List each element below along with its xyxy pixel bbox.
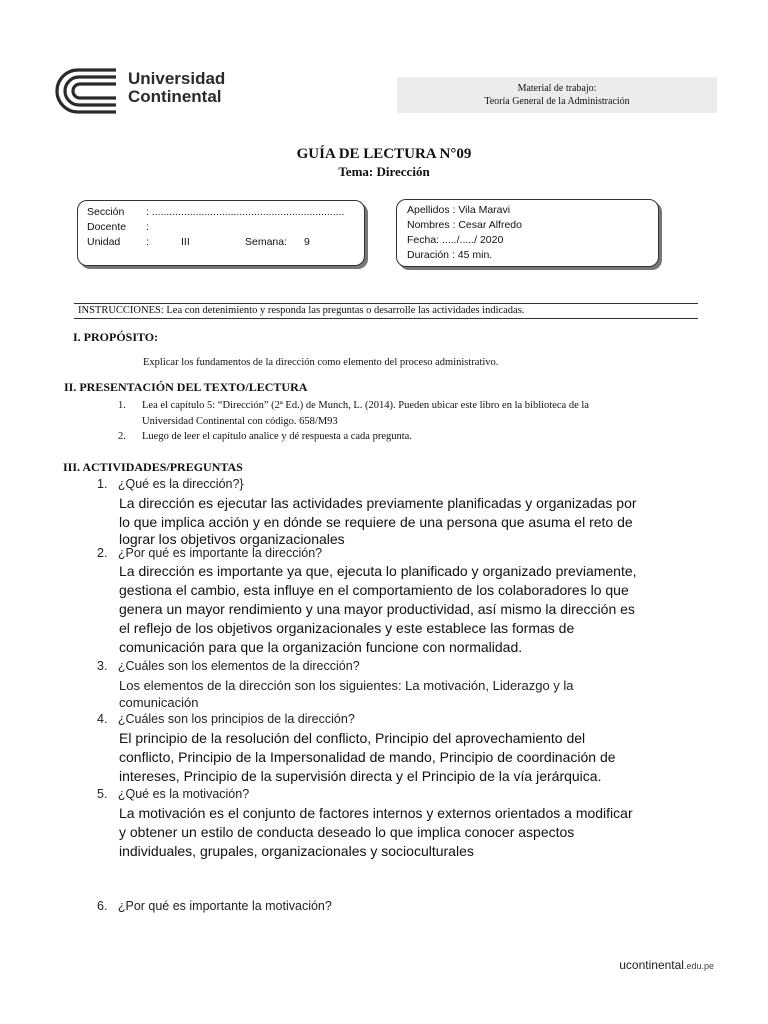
question-5-text: ¿Qué es la motivación?	[117, 787, 250, 801]
answer-line: individuales, grupales, organizacionales y socioculturales	[119, 843, 474, 859]
unidad-colon: :	[146, 236, 149, 248]
answer-4	[119, 729, 699, 786]
answer-line: lograr los objetivos organizacionales	[119, 531, 345, 547]
question-3-text: ¿Cuáles son los elementos de la dirección?	[117, 659, 360, 673]
answer-line: La dirección es importante ya que, ejecuta lo planificado y organizado previamente,	[119, 563, 637, 579]
instructions-bar: INSTRUCCIONES: Lea con detenimiento y responda las preguntas o desarrolle las actividades indicadas.	[74, 303, 698, 319]
answer-line: La motivación es el conjunto de factores internos y externos orientados a modificar	[119, 805, 633, 821]
presentacion-item2: Luego de leer el capítulo analice y dé respuesta a cada pregunta.	[142, 431, 412, 442]
answer-line: comunicación	[119, 695, 199, 710]
unidad-label: Unidad	[87, 236, 121, 248]
seccion-value: : ..................................................................	[146, 206, 345, 218]
answer-line: Los elementos de la dirección son los siguientes: La motivación, Liderazgo y la	[119, 678, 574, 693]
question-6: 6. ¿Por qué es importante la motivación?	[97, 899, 332, 913]
question-4: 4. ¿Cuáles son los principios de la dirección?	[97, 712, 355, 726]
answer-line: el reflejo de los objetivos organizacionales y este establece las formas de	[119, 620, 575, 636]
student-info-box	[396, 199, 659, 267]
docente-label: Docente	[87, 221, 127, 233]
seccion-label: Sección	[87, 206, 125, 218]
answer-3	[119, 677, 574, 711]
material-line2: Teoría General de la Administración	[484, 96, 630, 107]
proposito-text: Explicar los fundamentos de la dirección como elemento del proceso administrativo.	[143, 357, 499, 368]
presentacion-heading: II. PRESENTACIÓN DEL TEXTO/LECTURA	[64, 380, 308, 394]
docente-value: :	[146, 221, 149, 233]
logo-line1: Universidad	[128, 69, 226, 88]
presentacion-item1-num: 1.	[118, 400, 126, 411]
presentacion-item2-num: 2.	[118, 431, 126, 442]
answer-2	[119, 562, 699, 657]
university-name	[128, 70, 225, 106]
question-1: 1. ¿Qué es la dirección?}	[97, 477, 244, 491]
guide-title: GUÍA DE LECTURA N°09	[296, 146, 472, 162]
proposito-heading: I. PROPÓSITO:	[73, 330, 159, 344]
answer-line: comunicación para que la organización funcione con normalidad.	[119, 639, 523, 655]
guide-theme: Tema: Dirección	[338, 164, 430, 179]
answer-line: conflicto, Principio de la Impersonalidad de mando, Principio de coordinación de	[119, 749, 616, 765]
fecha-field: Fecha: ...../...../ 2020	[407, 234, 504, 246]
question-2: 2. ¿Por qué es importante la dirección?	[97, 546, 323, 560]
question-3: 3. ¿Cuáles son los elementos de la dirección?	[97, 659, 360, 673]
question-4-text: ¿Cuáles son los principios de la dirección?	[117, 712, 355, 726]
answer-line: gestiona el cambio, esta influye en el comportamiento de los colaboradores lo que	[119, 582, 629, 598]
presentacion-item1-line1: Lea el capítulo 5: “Dirección” (2ª Ed.) de Munch, L. (2014). Pueden ubicar este libro en la biblioteca de la	[142, 400, 589, 411]
footer-domain: .edu.pe	[683, 961, 714, 971]
material-box	[397, 77, 717, 113]
answer-line: y obtener un estilo de conducta deseado lo que implica conocer aspectos	[119, 824, 575, 840]
answer-line: La dirección es ejecutar las actividades previamente planificadas y organizadas por	[119, 495, 637, 511]
footer-brand-name: ucontinental	[619, 958, 684, 972]
answer-line: intereses, Principio de la supervisión directa y el Principio de la vía jerárquica.	[119, 768, 602, 784]
course-info-box	[77, 200, 365, 266]
answer-1	[119, 494, 699, 547]
duracion-field: Duración : 45 min.	[407, 249, 493, 261]
material-line1: Material de trabajo:	[517, 83, 597, 94]
answer-line: El principio de la resolución del conflicto, Principio del aprovechamiento del	[119, 730, 586, 746]
footer-brand	[619, 958, 714, 972]
question-1-text: ¿Qué es la dirección?}	[117, 477, 244, 491]
answer-5	[119, 804, 699, 861]
unidad-value: III	[181, 236, 190, 248]
actividades-heading: III. ACTIVIDADES/PREGUNTAS	[63, 460, 243, 474]
answer-line: lo que implica acción y en dónde se requiere de una persona que asuma el reto de	[119, 514, 633, 530]
semana-value: 9	[304, 236, 310, 248]
presentacion-item1-line2: Universidad Continental con código. 658/M93	[142, 416, 338, 427]
answer-line: genera un mayor rendimiento y una mayor productividad, así mismo la dirección es	[119, 601, 635, 617]
semana-label: Semana:	[245, 236, 288, 248]
logo-line2: Continental	[128, 87, 222, 106]
question-5: 5. ¿Qué es la motivación?	[97, 787, 250, 801]
nombres-field: Nombres : Cesar Alfredo	[407, 219, 522, 231]
question-6-text: ¿Por qué es importante la motivación?	[117, 899, 332, 913]
question-2-text: ¿Por qué es importante la dirección?	[117, 546, 323, 560]
apellidos-field: Apellidos : Vila Maravi	[407, 204, 511, 216]
